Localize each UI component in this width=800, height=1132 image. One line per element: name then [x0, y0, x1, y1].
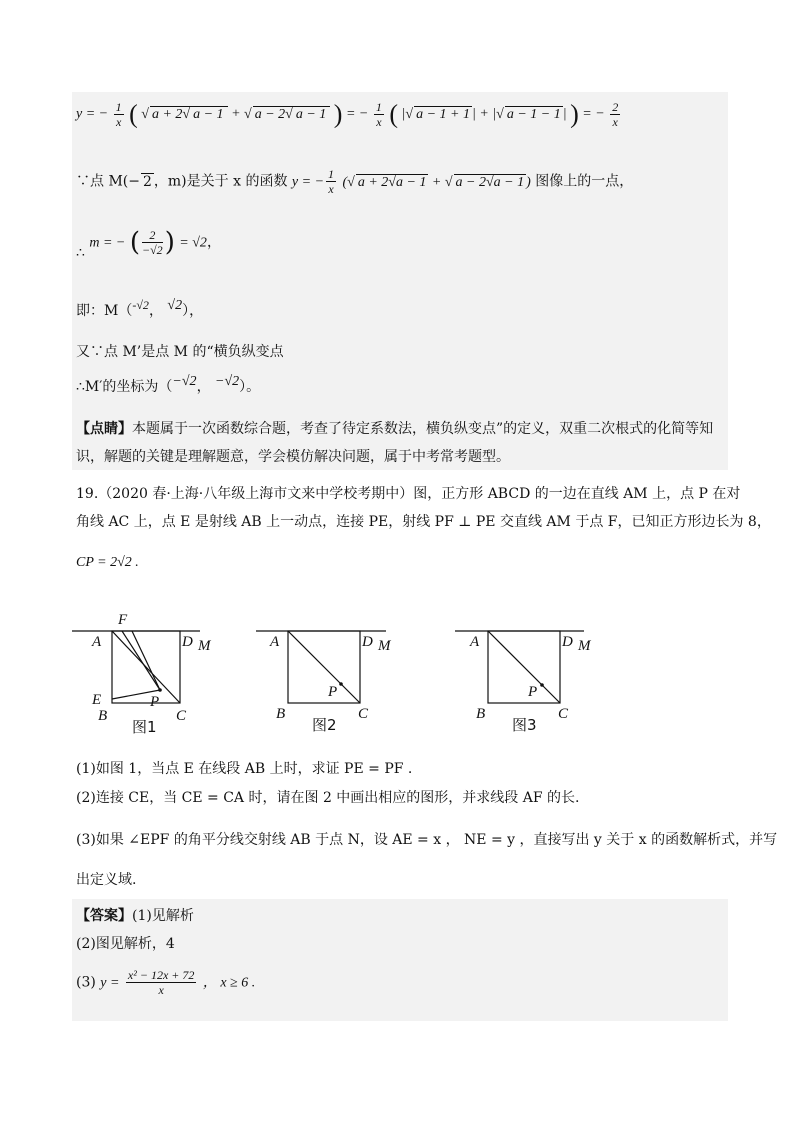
- fig2-label-d: D: [362, 634, 373, 650]
- comment-line-1: 【点睛】本题属于一次函数综合题，考查了待定系数法，横负纵变点”的定义，双重二次根式的化简等知: [76, 421, 714, 437]
- figures: [0, 606, 800, 766]
- fig2-label-m: M: [378, 638, 391, 654]
- fig3-point-p: [540, 683, 544, 687]
- fig2-point-p: [339, 682, 343, 686]
- fig3-label-m: M: [578, 638, 591, 654]
- question-3a: (3)如果 ∠EPF 的角平分线交射线 AB 于点 N，设 AE = x ， NE = y ，直接写出 y 关于 x 的函数解析式，并写: [76, 832, 778, 848]
- question-2: (2)连接 CE，当 CE = CA 时，请在图 2 中画出相应的图形，并求线段 AF 的长.: [76, 790, 580, 806]
- fig1-label-b: B: [98, 708, 108, 724]
- question-3b: 出定义域.: [76, 872, 137, 888]
- fig2-label-a: A: [270, 634, 280, 650]
- fig2-label-c: C: [358, 706, 369, 722]
- fig3-label-c: C: [558, 706, 569, 722]
- fig3-label-p: P: [528, 684, 538, 700]
- fig1-label-d: D: [182, 634, 193, 650]
- answer-line-2: (2)图见解析，4: [76, 936, 175, 952]
- solution-line-1: y = − $\frac{1}{x}$ ( √ a + 2√ a − 1 + √ a − 2√ a − 1 ) = − $\frac{1}{x}$ ( |√ a − 1 + 1 | + |√ a − 1 − 1 | ) = − $\frac{2}{x}$: [76, 100, 622, 129]
- fig3-label-b: B: [476, 706, 486, 722]
- fig2-label-p: P: [328, 684, 338, 700]
- solution-panel: [72, 92, 728, 470]
- fig1-label-m: M: [198, 638, 211, 654]
- problem-line-2: 角线 AC 上，点 E 是射线 AB 上一动点，连接 PE，射线 PF ⊥ PE 交直线 AM 于点 F，已知正方形边长为 8，: [76, 514, 771, 530]
- solution-line-3: ∴ m = − ( $\frac{2}{-√2}$ ) = √2，: [76, 227, 221, 261]
- fig1-point-p: [158, 688, 162, 692]
- fig1-caption: 图1: [132, 718, 157, 736]
- fig3-label-d: D: [562, 634, 573, 650]
- solution-line-2: ∵点 M(− 2 ，m)是关于 x 的函数 y = − $\frac{1}{x}$ (√ a + 2√a − 1 + √ a − 2√a − 1 ) 图像上的一点，: [76, 167, 633, 196]
- answer-line-3: (3) y = $\frac{\text{x² − 12x + 72}}{x}$ ， x ≥ 6 .: [76, 968, 256, 997]
- fig1-label-e: E: [92, 692, 102, 708]
- solution-line-5: 又∵点 M’是点 M 的“横负纵变点: [76, 344, 284, 360]
- problem-line-1: 19.（2020 春·上海·八年级上海市文来中学校考期中）图，正方形 ABCD 的一边在直线 AM 上，点 P 在对: [76, 486, 741, 502]
- fig1-label-f: F: [118, 612, 128, 628]
- fig3-label-a: A: [470, 634, 480, 650]
- answer-line-1: 【答案】(1)见解析: [76, 908, 194, 924]
- fig1-label-p: P: [150, 694, 160, 710]
- question-1: (1)如图 1，当点 E 在线段 AB 上时，求证 PE = PF .: [76, 761, 413, 777]
- fig2-label-b: B: [276, 706, 286, 722]
- solution-line-4: 即：M（-√2， √2），: [76, 298, 204, 319]
- fig3-caption: 图3: [512, 716, 537, 734]
- solution-line-6: ∴M′的坐标为（−√2， −√2）。: [76, 374, 261, 395]
- problem-line-3: CP = 2√2 .: [76, 555, 139, 570]
- fig1-label-c: C: [176, 708, 187, 724]
- comment-line-2: 识，解题的关键是理解题意，学会模仿解决问题，属于中考常考题型。: [76, 449, 510, 465]
- fig1-label-a: A: [92, 634, 102, 650]
- fig2-caption: 图2: [312, 716, 337, 734]
